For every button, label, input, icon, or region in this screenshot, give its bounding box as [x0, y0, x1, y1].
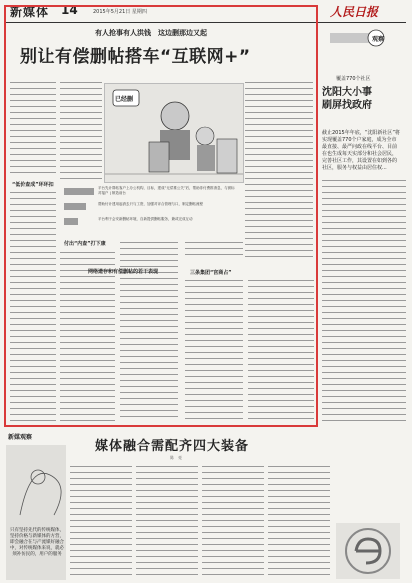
page-number: 14 [61, 3, 78, 17]
body-column-4b [185, 240, 243, 260]
article-headline: 别让有偿删帖搭车“互联网+” [20, 47, 251, 67]
right-body [322, 178, 406, 426]
right-kicker: 覆盖770个社区 [336, 76, 371, 82]
subbar-label: 网络遗存和有偿删帖的若干表现 [88, 269, 159, 275]
sketch-icon [10, 455, 62, 525]
bottom-headline: 媒体融合需配齐四大装备 [95, 439, 250, 454]
article-kicker: 有人抢事有人洪钱 这边删那边又起 [95, 29, 207, 37]
sidebar-text: 只有坚持先代的传统媒体，坚持价格与新媒体的方营，即会融合在与产流媒好融合中，对传统媒体来说，就必须补仿民的，用户的服务 [10, 528, 64, 557]
right-lead: 截止2015年年底，“沈阳新社区”将实现覆盖770个户家庭，成为全市最直接、最严问政在线平台、目前在也生成每天实部分和社会居民，完善社区工作，其设置在如到各的社区，服务与权益由居住权... [322, 130, 400, 171]
subhead-2: 付出“内查”打下康 [64, 241, 106, 247]
sidebar-sketch [10, 455, 62, 525]
chart-step-1 [64, 188, 94, 195]
bottom-column-4 [268, 464, 330, 578]
newspaper-logo: 人民日报 [330, 5, 379, 19]
bottom-column-1 [70, 464, 132, 578]
badge-text: 观察 [372, 36, 385, 43]
bottom-column-2 [136, 464, 198, 578]
bottom-byline: 陈 亮 [170, 455, 182, 460]
issue-date: 2015年5月21日 星期四 [93, 9, 147, 15]
body-column-1b [10, 190, 56, 422]
section-title: 新媒体 [10, 5, 50, 19]
body-column-4c [185, 278, 243, 422]
cartoon-illustration [104, 83, 244, 183]
e-logo-icon [336, 523, 400, 579]
right-column-badge [330, 29, 386, 47]
chart-step-2-text: 帮助付计建用起消去只与工资，加强对评合管理与口，制定删帖流程 [98, 202, 203, 206]
process-chart [64, 184, 240, 230]
subhead-3: 三条集团“宫商占” [190, 270, 232, 276]
e-logo-graphic [336, 523, 400, 579]
subhead-1: “低价查成”环环扣 [12, 182, 54, 188]
body-column-2b [60, 250, 115, 422]
body-column-1a [10, 80, 56, 178]
chart-step-2 [64, 203, 86, 210]
chart-step-3-text: 平台利于会安新删帖环境，自新提供删帖服务，兼或完成互动 [98, 217, 193, 221]
bottom-section-tag: 新媒观察 [8, 434, 33, 441]
body-column-5 [248, 278, 314, 422]
chart-step-3 [64, 218, 78, 225]
right-headline: 沈阳大小事 刷屏找政府 [322, 87, 372, 111]
cartoon-label: 已经删 [115, 96, 134, 103]
body-column-4a [245, 80, 313, 260]
body-column-2a [60, 80, 102, 180]
chart-step-1-text: 平台先计算帖客户上办公机构，目标，建成“无偿推公关”后，帮助非付费推消息，与被标对接户 | 制造前台 [98, 186, 235, 195]
bottom-column-3 [202, 464, 264, 578]
